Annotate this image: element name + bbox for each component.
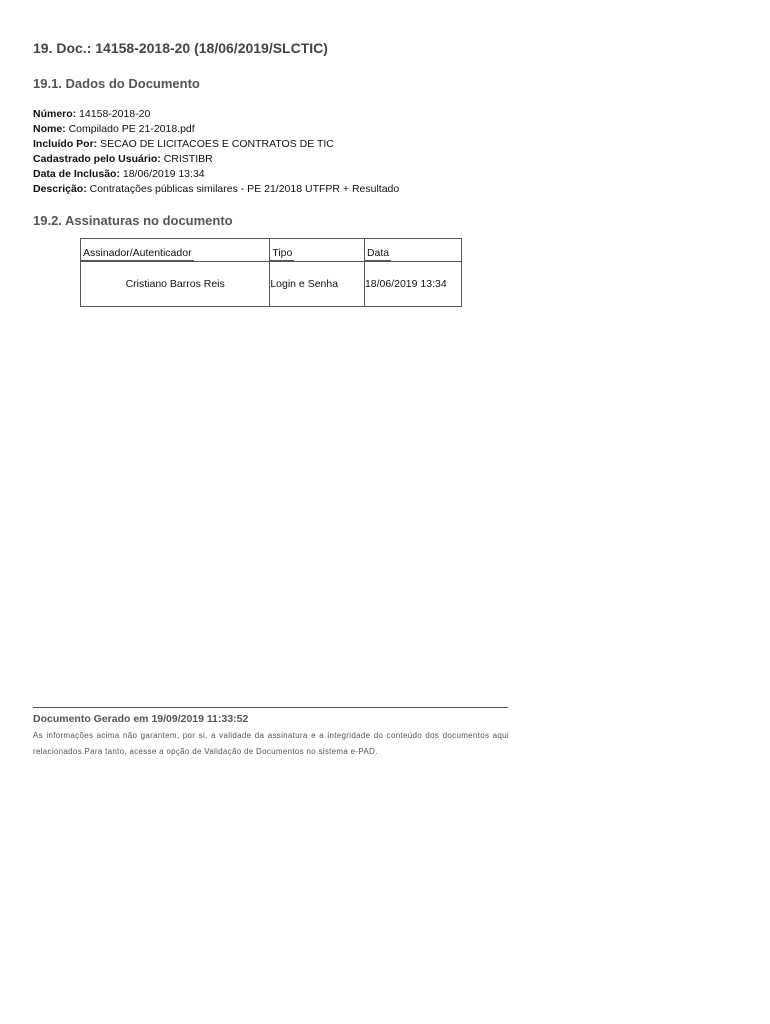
document-fields: [33, 107, 399, 197]
field-incluido-por: [33, 137, 399, 152]
table-row: [81, 262, 462, 307]
field-data-de-inclusao: [33, 167, 399, 182]
field-label: Número:: [33, 108, 77, 120]
field-label: Descrição:: [33, 183, 87, 195]
field-cadastrado-pelo-usuario: [33, 152, 399, 167]
field-label: Incluído Por:: [33, 138, 98, 150]
column-header-tipo: Tipo: [270, 239, 365, 262]
field-value: 14158-2018-20: [79, 108, 151, 120]
cell-signer: Cristiano Barros Reis: [81, 262, 270, 307]
field-nome: [33, 122, 399, 137]
field-value: Compilado PE 21-2018.pdf: [68, 123, 195, 135]
field-numero: [33, 107, 399, 122]
field-value: Contratações públicas similares - PE 21/2018 UTFPR + Resultado: [89, 183, 400, 195]
footer-divider: [33, 707, 508, 708]
footer-disclaimer: As informações acima não garantem, por si, a validade da assinatura e a integridade do conteúdo dos documentos aqui relacionados.Para tanto, acesse a opção de Validação de Documentos no sistema e-PAD.: [33, 731, 509, 756]
field-label: Cadastrado pelo Usuário:: [33, 153, 161, 165]
cell-data: 18/06/2019 13:34: [364, 262, 461, 307]
section-title-assinaturas: 19.2. Assinaturas no documento: [33, 213, 233, 228]
page-title: 19. Doc.: 14158-2018-20 (18/06/2019/SLCTIC): [33, 40, 328, 56]
field-descricao: [33, 182, 399, 197]
column-header-assinador: Assinador/Autenticador: [81, 239, 270, 262]
cell-tipo: Login e Senha: [270, 262, 365, 307]
table-header-row: [81, 239, 462, 262]
section-title-dados: 19.1. Dados do Documento: [33, 76, 200, 91]
field-value: CRISTIBR: [163, 153, 213, 165]
field-value: 18/06/2019 13:34: [122, 168, 205, 180]
signatures-table: [80, 238, 462, 307]
field-label: Nome:: [33, 123, 66, 135]
field-label: Data de Inclusão:: [33, 168, 120, 180]
footer-title: Documento Gerado em 19/09/2019 11:33:52: [33, 713, 249, 725]
field-value: SECAO DE LICITACOES E CONTRATOS DE TIC: [100, 138, 334, 150]
column-header-data: Data: [364, 239, 461, 262]
